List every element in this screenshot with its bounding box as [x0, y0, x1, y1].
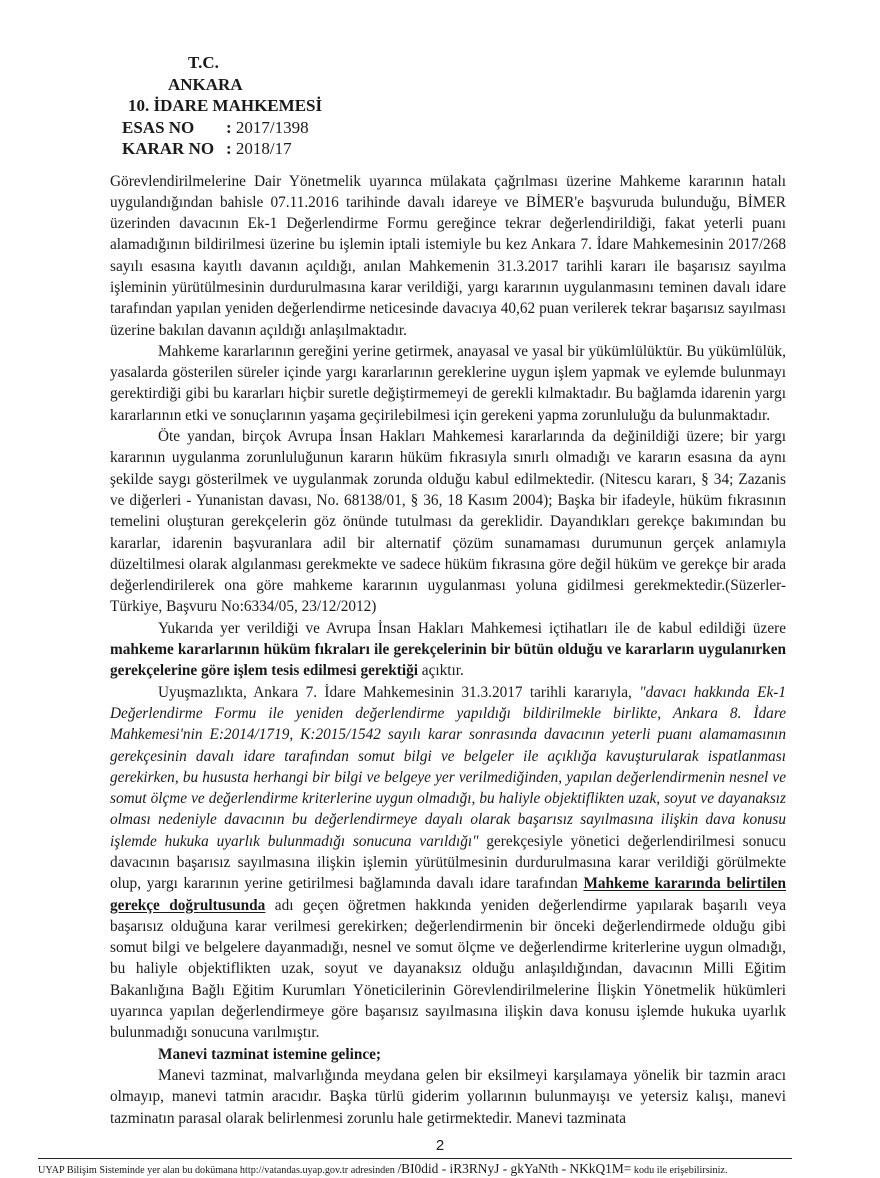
- esas-separator: :: [226, 117, 232, 137]
- document-header: [122, 52, 880, 160]
- p4-text: Yukarıda yer verildiği ve Avrupa İnsan Hakları Mahkemesi içtihatları ile de kabul edildiği üzere: [158, 619, 786, 637]
- footer-text-end: kodu ile erişebilirsiniz.: [631, 1164, 728, 1176]
- country-label: T.C.: [188, 53, 219, 72]
- p4-end: açıktır.: [417, 662, 464, 680]
- p5-end: adı geçen öğretmen hakkında yeniden değerlendirme yapılarak başarılı veya başarısız olduğuna karar verilmesi gerekirken; değerlendirmenin bir önceki değerlendirmede olduğu gibi somut bilgi ve belgelere dayanmadığı, nesnel ve somut ölçme ve değerlendirme kriterlerine uygun olmadığı, bu haliyle objektiflikten uzak, soyut ve dayanaksız olduğu anlaşıldığından, davacının Milli Eğitim Bakanlığına Bağlı Eğitim Kurumları Yöneticilerinin Görevlendirilmelerine İlişkin Yönetmelik hükümleri uyarınca yapılan değerlendirmeye göre başarısız sayılmasına ilişkin dava konusu işlemde hukuka uyarlık bulunmadığı sonucuna varılmıştır.: [110, 896, 786, 1042]
- karar-value: 2018/17: [235, 139, 292, 158]
- paragraph-1: Görevlendirilmelerine Dair Yönetmelik uyarınca mülakata çağrılması üzerine Mahkeme kararının hatalı uygulandığından bahisle 07.11.2016 tarihinde davalı idareye ve BİMER'e başvuruda bulunduğu, BİMER üzerinden davacının Ek-1 Değerlendirme Formu gereğince tekrar değerlendirildiği, fakat yeterli puanı alamadığının bildirilmesi üzerine bu işlemin iptali istemiyle bu kez Ankara 7. İdare Mahkemesinin 2017/268 sayılı esasına kayıtlı davanın açıldığı, anılan Mahkemenin 31.3.2017 tarihli kararı ile başarısız sayılma işleminin yürütülmesinin durdurulmasına karar verildiği, yargı kararının uygulanmasını teminen davalı idare tarafından yapılan yeniden değerlendirme neticesinde davacıya 40,62 puan verilerek tekrar başarısız sayılması üzerine bakılan davanın açıldığı anlaşılmaktadır.: [110, 172, 786, 339]
- p4-bold: mahkeme kararlarının hüküm fıkraları ile gerekçelerinin bir bütün olduğu ve kararların uygulanırken gerekçelerine göre işlem tesis edilmesi gerektiği: [110, 641, 786, 680]
- karar-label: KARAR NO: [122, 139, 215, 158]
- court-name: 10. İDARE MAHKEMESİ: [128, 96, 323, 115]
- footer-divider: [38, 1158, 792, 1159]
- esas-label: ESAS NO: [122, 117, 195, 137]
- karar-separator: :: [226, 139, 232, 158]
- paragraph-5: [110, 682, 786, 1044]
- esas-value: 2017/1398: [235, 117, 309, 137]
- karar-row: [122, 138, 880, 160]
- p5-underlined: Mahkeme kararında belirtilen gerekçe doğrultusunda: [110, 875, 786, 914]
- access-code: /BI0did - iR3RNyJ - gkYaNth - NKkQ1M=: [397, 1160, 632, 1176]
- footer-text: UYAP Bilişim Sisteminde yer alan bu dokümana http://vatandas.uyap.gov.tr adresinden: [38, 1164, 398, 1176]
- page-number: 2: [435, 1136, 445, 1154]
- document-body: [110, 171, 786, 1129]
- p5-text: Uyuşmazlıkta, Ankara 7. İdare Mahkemesinin 31.3.2017 tarihli kararıyla,: [158, 683, 640, 701]
- p5-quote: "davacı hakkında Ek-1 Değerlendirme Formu ile yeniden değerlendirme yapıldığı bildirilmekle birlikte, Ankara 8. İdare Mahkemesi'nin E:2014/1719, K:2015/1542 sayılı karar sonrasında davacının yeterli puanı alamamasının gerekçesinin davalı idare tarafından somut bilgi ve belgeler ile açıklığa kavuşturularak ispatlanması gerekirken, bu hususta herhangi bir bilgi ve belgeye yer verilmediğinden, yapılan değerlendirmenin nesnel ve somut ölçme ve değerlendirme kriterlerine uygun olmadığı, bu haliyle objektiflikten uzak, soyut ve dayanaksız olması nedeniyle davacının bu değerlendirmeye dayalı olarak başarısız sayılmasına ilişkin dava konusu işlemde hukuka uyarlık bulunmadığı sonucuna varıldığı": [110, 683, 786, 850]
- paragraph-2: Mahkeme kararlarının gereğini yerine getirmek, anayasal ve yasal bir yükümlülüktür. Bu yükümlülük, yasalarda gösterilen süreler içinde yargı kararlarının gereklerine uygun işlem yapmak ve eylemde bulunmayı gerektirdiği gibi bu kararları hiçbir suretle değiştirmemeyi de gerekli kılmaktadır. Bu bağlamda idarenin yargı kararlarının etki ve sonuçlarının yaşama geçirilebilmesi için gerekeni yapma zorunluluğu da bulunmaktadır.: [110, 342, 786, 424]
- paragraph-6: Manevi tazminat, malvarlığında meydana gelen bir eksilmeyi karşılamaya yönelik bir tazmin aracı olmayıp, manevi tatmin aracıdır. Başka türlü giderim yollarının bulunmayışı ve yetersiz kalışı, manevi tazminatın parasal olarak belirlenmesi zorunlu hale getirmektedir. Manevi tazminata: [110, 1066, 786, 1127]
- esas-row: [122, 117, 880, 139]
- paragraph-3: Öte yandan, birçok Avrupa İnsan Hakları Mahkemesi kararlarında da değinildiği üzere; bir yargı kararının uygulanma zorunluluğunun kararın hüküm fıkrasıyla sınırlı olmadığı ve kararın esasına da aynı şekilde saygı gösterilmek ve uygulanmak zorunda olduğu kabul edilmektedir. (Nitescu kararı, § 34; Zazanis ve diğerleri - Yunanistan davası, No. 68138/01, § 36, 18 Kasım 2004); Başka bir ifadeyle, hüküm fıkrasının temelini oluşturan gerekçelerin göz önünde tutulması da gereklidir. Dayandıkları gerekçe bakımından bu kararlar, idarenin başvuranlara adil bir alternatif çözüm sunamaması durumunun gerçek anlamıyla düzeltilmesi olarak algılanması gerekmekte ve sadece hüküm fıkrasına göre değil hüküm ve gerekçe bir arada değerlendirilerek ona göre mahkeme kararının uygulanması yoluna gidilmesi gerekmektedir.(Süzerler-Türkiye, Başvuru No:6334/05, 23/12/2012): [110, 428, 786, 616]
- city-label: ANKARA: [168, 74, 243, 94]
- paragraph-4: [110, 618, 786, 682]
- p5-mid: gerekçesiyle yönetici değerlendirilmesi sonucu davacının başarısız sayılmasına ilişkin işlemin yürütülmesinin durdurulmasına karar verildiği görülmekte olup, yargı kararının yerine getirilmesi bağlamında davalı idare tarafından: [110, 832, 786, 893]
- section-subheading: Manevi tazminat istemine gelince;: [158, 1045, 382, 1063]
- footer-note: [38, 1161, 880, 1178]
